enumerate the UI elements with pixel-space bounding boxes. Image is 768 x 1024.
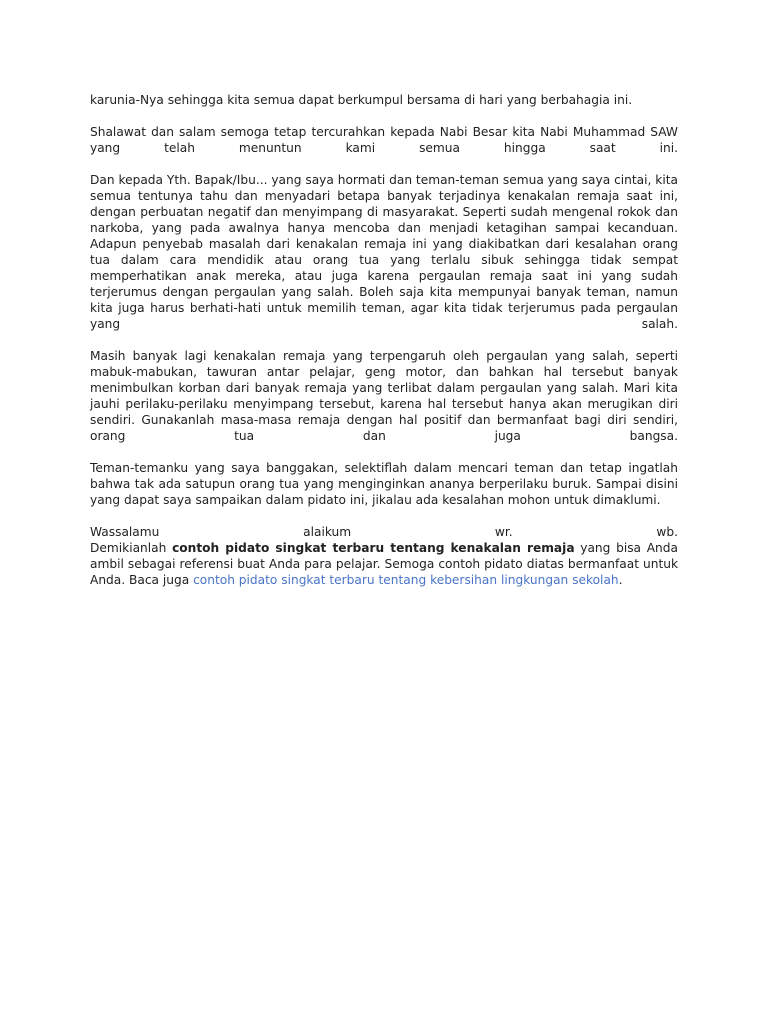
conclusion-intro: Demikianlah [90, 541, 173, 555]
paragraph-opening [90, 92, 678, 108]
paragraph-advice [90, 460, 678, 508]
conclusion-end: . [618, 573, 623, 587]
closing-salutation: Wassalamu alaikum wr. wb. [90, 525, 678, 539]
paragraph-shalawat [90, 124, 678, 156]
paragraph-advice-text: Teman-temanku yang saya banggakan, selektiflah dalam mencari teman dan tetap ingatlah bahwa tak ada satupun orang tua yang menginginkan ananya berperilaku buruk. Sampai disini yang dapat saya sampaikan dalam pidato ini, jikalau ada kesalahan mohon untuk dimaklumi. [90, 461, 678, 507]
paragraph-shalawat-text: Shalawat dan salam semoga tetap tercurahkan kepada Nabi Besar kita Nabi Muhammad SAW yang telah menuntun kami semua hingga saat ini. [90, 125, 678, 155]
related-article-link[interactable]: contoh pidato singkat terbaru tentang kebersihan lingkungan sekolah [193, 573, 619, 587]
document-page [90, 92, 678, 588]
paragraph-conclusion [90, 540, 678, 588]
conclusion-bold-title: contoh pidato singkat terbaru tentang kenakalan remaja [172, 541, 575, 555]
paragraph-juvenile-delinquency [90, 348, 678, 444]
paragraph-greeting-text: Dan kepada Yth. Bapak/Ibu... yang saya hormati dan teman-teman semua yang saya cintai, kita semua tentunya tahu dan menyadari betapa banyak terjadinya kenakalan remaja saat ini, dengan perbuatan negatif dan menyimpang di masyarakat. Seperti sudah mengenal rokok dan narkoba, yang pada awalnya hanya mencoba dan menjadi ketagihan sampai kecanduan. Adapun penyebab masalah dari kenakalan remaja ini yang diakibatkan dari kesalahan orang tua dalam cara mendidik atau orang tua yang terlalu sibuk sehingga tidak sempat memperhatikan anak mereka, atau juga karena pergaulan remaja saat ini yang sudah terjerumus dengan pergaulan yang salah. Boleh saja kita mempunyai banyak teman, namun kita juga harus berhati-hati untuk memilih teman, agar kita tidak terjerumus pada pergaulan yang salah. [90, 173, 678, 331]
paragraph-opening-text: karunia-Nya sehingga kita semua dapat berkumpul bersama di hari yang berbahagia ini. [90, 93, 633, 107]
conclusion-middle: yang bisa Anda ambil sebagai referensi buat Anda para pelajar. Semoga contoh pidato diatas bermanfaat untuk Anda. Baca juga [90, 541, 678, 587]
paragraph-juvenile-delinquency-text: Masih banyak lagi kenakalan remaja yang terpengaruh oleh pergaulan yang salah, seperti mabuk-mabukan, tawuran antar pelajar, geng motor, dan bahkan hal tersebut banyak menimbulkan korban dari banyak remaja yang terlibat dalam pergaulan yang salah. Mari kita jauhi perilaku-perilaku menyimpang tersebut, karena hal tersebut hanya akan merugikan diri sendiri. Gunakanlah masa-masa remaja dengan hal positif dan bermanfaat bagi diri sendiri, orang tua dan juga bangsa. [90, 349, 678, 443]
paragraph-greeting [90, 172, 678, 332]
closing-block [90, 524, 678, 588]
